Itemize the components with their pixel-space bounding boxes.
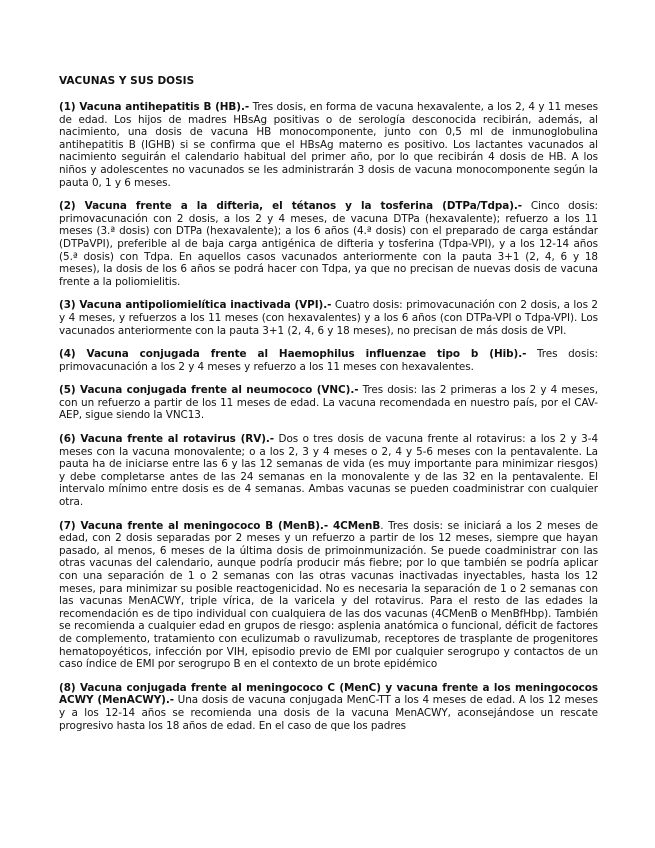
section-vpi	[59, 299, 598, 337]
section-heading: (6) Vacuna frente al rotavirus (RV).-	[59, 433, 275, 446]
section-body: Cuatro dosis: primovacunación con 2 dosis, a los 2 y 4 meses, y refuerzos a los 11 meses (con hexavalentes) y a los 6 años (con DTPa-VPI o Tdpa-VPI). Los vacunados anteriormente con la pauta 3+1 (2, 4, 6 y 18 meses), no precisan de más dosis de VPI.	[59, 299, 598, 337]
section-heading: (1) Vacuna antihepatitis B (HB).-	[59, 101, 250, 113]
section-rotavirus	[59, 433, 598, 509]
section-hib	[59, 348, 598, 373]
document-page	[59, 74, 598, 743]
section-vnc	[59, 384, 598, 422]
section-body: Tres dosis: primovacunación a los 2 y 4 meses y refuerzo a los 11 meses con hexavalentes.	[59, 348, 599, 373]
section-body: Dos o tres dosis de vacuna frente al rotavirus: a los 2 y 3-4 meses con la vacuna monovalente; o a los 2, 3 y 4 meses o 2, 4 y 5-6 meses con la pentavalente. La pauta ha de iniciarse entre las 6 y las 12 semanas de vida (es muy importante para minimizar riesgos) y debe completarse antes de las 24 semanas en la monovalente y de las 32 en la pentavalente. El intervalo mínimo entre dosis es de 4 semanas. Ambas vacunas se pueden coadministrar con cualquier otra.	[59, 433, 598, 509]
section-subheading: 4CMenB	[328, 519, 381, 532]
section-body: Tres dosis, en forma de vacuna hexavalente, a los 2, 4 y 11 meses de edad. Los hijos de madres HBsAg positivas o de serología desconocida recibirán, además, al nacimiento, una dosis de vacuna HB monocomponente, junto con 0,5 ml de inmunoglobulina antihepatitis B (IGHB) si se confirma que el HBsAg materno es positivo. Los lactantes vacunados al nacimiento seguirán el calendario habitual del primer año, por lo que recibirán 4 dosis de HB. A los niños y adolescentes no vacunados se les administrarán 3 dosis de vacuna monocomponente según la pauta 0, 1 y 6 meses.	[59, 101, 598, 189]
document-title: VACUNAS Y SUS DOSIS	[59, 75, 195, 87]
section-body: . Tres dosis: se iniciará a los 2 meses de edad, con 2 dosis separadas por 2 meses y un refuerzo a partir de los 12 meses, siempre que hayan pasado, al menos, 6 meses de la última dosis de primoinmunización. Se puede coadministrar con las otras vacunas del calendario, aunque podría producir más fiebre; por lo que también se podría aplicar con una separación de 1 o 2 semanas con las otras vacunas inactivadas inyectables, hasta los 12 meses, para minimizar su posible reactogenicidad. No es necesaria la separación de 1 o 2 semanas con las vacunas MenACWY, triple vírica, de la varicela y del rotavirus. Para el resto de las edades la recomendación es de tipo individual con cualquiera de las dos vacunas (4CMenB o MenBfHbp). También se recomienda a cualquier edad en grupos de riesgo: asplenia anatómica o funcional, déficit de factores de complemento, tratamiento con eculizumab o ravulizumab, receptores de trasplante de progenitores hematopoyéticos, infección por VIH, episodio previo de EMI por cualquier serogrupo y contactos de un caso índice de EMI por serogrupo B en el contexto de un brote epidémico	[59, 519, 598, 671]
section-heading: (2) Vacuna frente a la difteria, el tétanos y la tosferina (DTPa/Tdpa).-	[59, 200, 523, 213]
section-hepatitis-b	[59, 101, 598, 189]
section-menb	[59, 520, 598, 671]
section-body: Tres dosis: las 2 primeras a los 2 y 4 meses, con un refuerzo a partir de los 11 meses de edad. La vacuna recomendada en nuestro país, por el CAV-AEP, sigue siendo la VNC13.	[59, 384, 598, 422]
section-dtpa	[59, 200, 598, 288]
section-heading: (7) Vacuna frente al meningococo B (MenB).-	[59, 519, 329, 532]
section-body: Una dosis de vacuna conjugada MenC-TT a los 4 meses de edad. A los 12 meses y a los 12-14 años se recomienda una dosis de la vacuna MenACWY, aconsejándose un rescate progresivo hasta los 18 años de edad. En el caso de que los padres	[59, 694, 598, 732]
section-menc-menacwy	[59, 682, 598, 732]
section-heading: (4) Vacuna conjugada frente al Haemophilus influenzae tipo b (Hib).-	[59, 348, 527, 361]
section-heading: (5) Vacuna conjugada frente al neumococo (VNC).-	[59, 384, 359, 397]
section-heading: (8) Vacuna conjugada frente al meningococo C (MenC) y vacuna frente a los meningococos ACWY (MenACWY).-	[59, 681, 598, 707]
section-body: Cinco dosis: primovacunación con 2 dosis, a los 2 y 4 meses, de vacuna DTPa (hexavalente); refuerzo a los 11 meses (3.ª dosis) con DTPa (hexavalente); a los 6 años (4.ª dosis) con el preparado de carga estándar (DTPaVPI), preferible al de baja carga antigénica de difteria y tosferina (Tdpa-VPI), y a los 12-14 años (5.ª dosis) con Tdpa. En aquellos casos vacunados anteriormente con la pauta 3+1 (2, 4, 6 y 18 meses), la dosis de los 6 años se podrá hacer con Tdpa, ya que no precisan de nuevas dosis de vacuna frente a la poliomielitis.	[59, 200, 599, 288]
section-heading: (3) Vacuna antipoliomielítica inactivada (VPI).-	[59, 299, 332, 312]
